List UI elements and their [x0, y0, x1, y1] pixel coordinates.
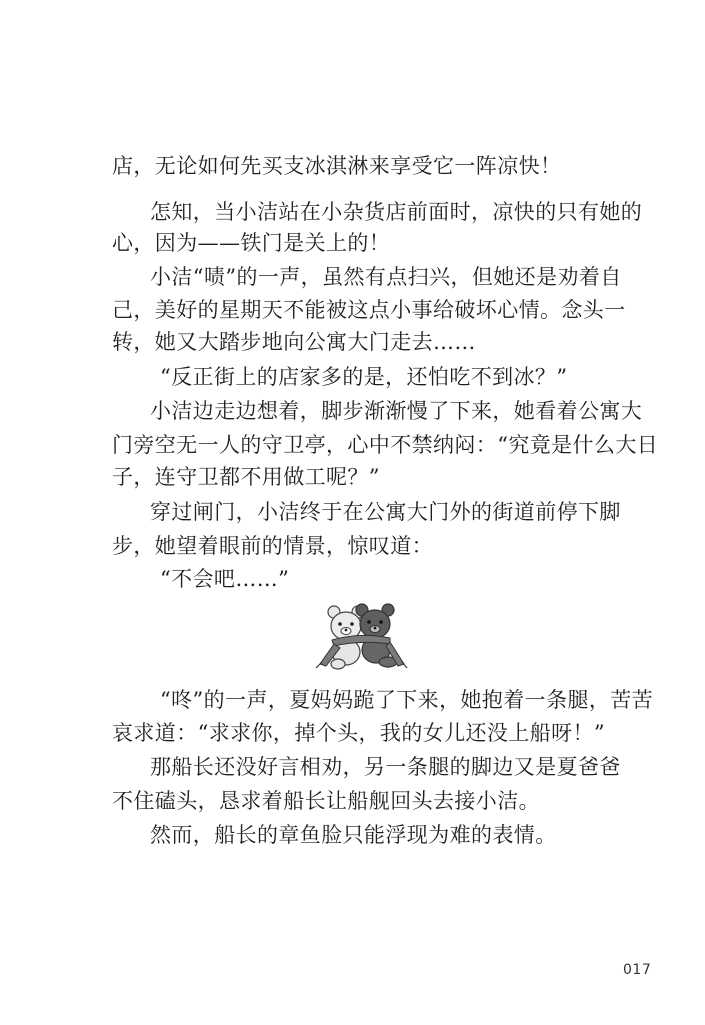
text-line: 转，她又大踏步地向公寓大门走去…… — [112, 330, 476, 354]
text-line: 然而，船长的章鱼脸只能浮现为难的表情。 — [150, 823, 557, 847]
text-line: 己，美好的星期天不能被这点小事给破坏心情。念头一 — [112, 298, 626, 322]
text-line: 心，因为——铁门是关上的！ — [112, 231, 391, 255]
text-line: 步，她望着眼前的情景，惊叹道： — [112, 534, 433, 558]
text-line: 店，无论如何先买支冰淇淋来享受它一阵凉快！ — [112, 154, 562, 178]
text-line: 穿过闸门，小洁终于在公寓大门外的街道前停下脚 — [150, 500, 621, 524]
text-line: 那船长还没好言相劝，另一条腿的脚边又是夏爸爸 — [150, 755, 621, 779]
text-line: 不住磕头，恳求着船长让船舰回头去接小洁。 — [112, 789, 540, 813]
text-line: “咚”的一声，夏妈妈跪了下来，她抱着一条腿，苦苦 — [160, 688, 654, 712]
text-line: 怎知，当小洁站在小杂货店前面时，凉快的只有她的 — [150, 200, 643, 224]
text-line: 哀求道：“求求你，掉个头，我的女儿还没上船呀！” — [112, 721, 606, 745]
text-line: 子，连守卫都不用做工呢？” — [112, 465, 380, 489]
text-line: 小洁“啧”的一声，虽然有点扫兴，但她还是劝着自 — [150, 265, 622, 289]
text-line: 小洁边走边想着，脚步渐渐慢了下来，她看着公寓大 — [150, 399, 643, 423]
text-line: 门旁空无一人的守卫亭，心中不禁纳闷：“究竟是什么大日 — [112, 433, 659, 457]
teddy-bears-ornament-icon — [312, 602, 408, 674]
page-number: 017 — [623, 962, 652, 978]
text-line: “不会吧……” — [160, 567, 290, 591]
text-line: “反正街上的店家多的是，还怕吃不到冰？” — [160, 365, 568, 389]
